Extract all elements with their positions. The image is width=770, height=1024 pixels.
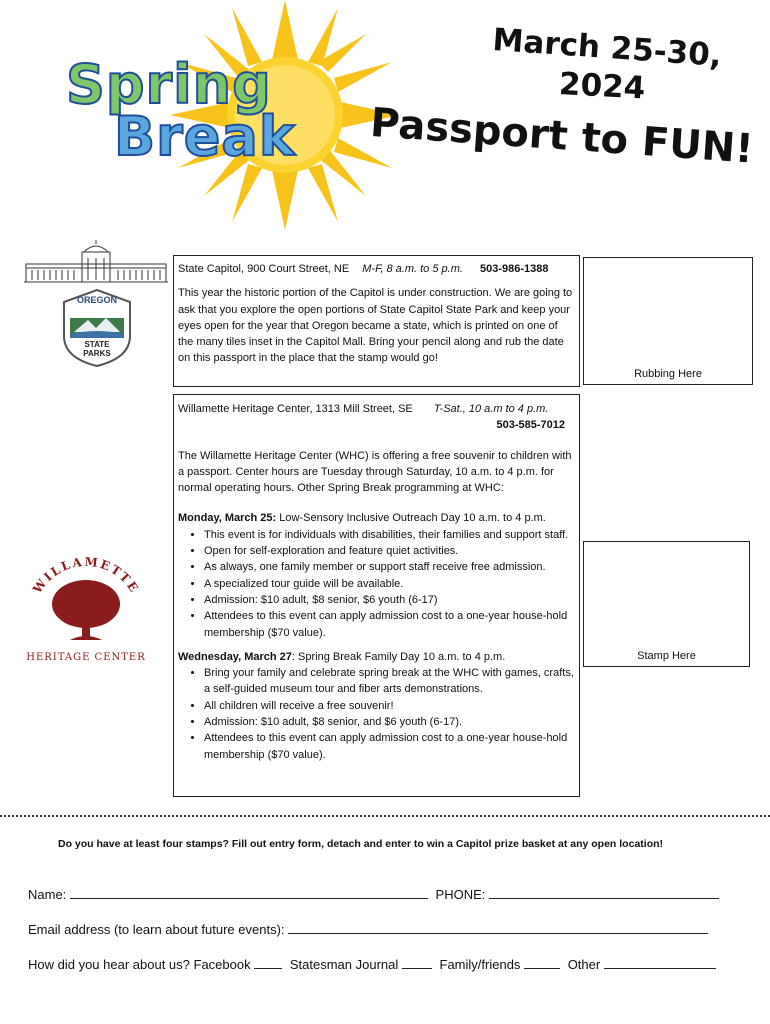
event-dates-line2: 2024 xyxy=(558,66,647,107)
other-field[interactable] xyxy=(604,956,716,969)
email-field[interactable] xyxy=(288,921,708,934)
parks-logo-bottom-text-2: PARKS xyxy=(83,349,111,358)
monday-title: Low-Sensory Inclusive Outreach Day 10 a.m. to 4 p.m. xyxy=(276,512,546,525)
passport-title: Passport to FUN! xyxy=(368,100,755,173)
oregon-state-parks-logo xyxy=(60,288,134,368)
referral-label: How did you hear about us? xyxy=(28,957,190,972)
wednesday-heading xyxy=(178,649,575,665)
spring-break-logo xyxy=(66,53,356,168)
list-item: • Attendees to this event can apply admission cost to a one-year house-hold membership ($70 value). xyxy=(204,730,575,763)
parks-logo-bottom-text-1: STATE xyxy=(84,340,110,349)
list-item: • All children will receive a free souvenir! xyxy=(204,698,575,714)
whc-intro: The Willamette Heritage Center (WHC) is offering a free souvenir to children with a passport. Center hours are Tuesday through Saturday, 10 a.m. to 4 p.m. for normal operating hours. Other Spring Break programming at WHC: xyxy=(178,449,572,495)
logo-word-spring: Spring xyxy=(66,53,272,116)
wednesday-date: Wednesday, March 27 xyxy=(178,650,292,663)
email-label: Email address (to learn about future events): xyxy=(28,922,285,937)
capitol-address: State Capitol, 900 Court Street, NE xyxy=(178,263,350,275)
option-statesman: Statesman Journal xyxy=(289,957,399,972)
capitol-header-line xyxy=(178,261,575,277)
event-dates-line1: March 25-30, xyxy=(491,22,723,74)
capitol-hours: M-F, 8 a.m. to 5 p.m. xyxy=(362,263,463,275)
list-item: • Attendees to this event can apply admission cost to a one-year house-hold membership ($70 value). xyxy=(204,608,575,641)
rubbing-box-label: Rubbing Here xyxy=(634,367,702,380)
name-phone-row xyxy=(28,886,719,902)
detach-line xyxy=(0,815,770,817)
wednesday-title: : Spring Break Family Day 10 a.m. to 4 p.m. xyxy=(291,650,506,663)
name-field[interactable] xyxy=(70,886,428,899)
list-item: • A specialized tour guide will be available. xyxy=(204,576,575,592)
stamp-box[interactable] xyxy=(583,541,750,667)
referral-row xyxy=(28,956,716,972)
rubbing-box[interactable] xyxy=(583,257,753,385)
list-item: • Admission: $10 adult, $8 senior, and $6 youth (6-17). xyxy=(204,714,575,730)
monday-heading xyxy=(178,510,575,526)
list-item: • Admission: $10 adult, $8 senior, $6 youth (6-17) xyxy=(204,592,575,608)
whc-hours: T-Sat., 10 a.m to 4 p.m. xyxy=(433,403,549,415)
logo-word-break: Break xyxy=(114,105,296,168)
parks-logo-top-text: OREGON xyxy=(76,295,117,305)
option-facebook: Facebook xyxy=(193,957,251,972)
statesman-checkline[interactable] xyxy=(402,956,432,969)
name-label: Name: xyxy=(28,887,67,902)
phone-field[interactable] xyxy=(489,886,719,899)
option-other: Other xyxy=(567,957,601,972)
whc-address: Willamette Heritage Center, 1313 Mill Street, SE xyxy=(178,403,413,415)
whc-logo-arc-text: WILLAMETTE xyxy=(30,554,142,596)
whc-header-line xyxy=(178,401,575,417)
facebook-checkline[interactable] xyxy=(254,956,282,969)
capitol-building-icon xyxy=(22,238,170,286)
list-item: • As always, one family member or support staff receive free admission. xyxy=(204,559,575,575)
list-item: • This event is for individuals with disabilities, their families and support staff. xyxy=(204,527,575,543)
email-row xyxy=(28,921,708,937)
whc-logo-bottom-text: HERITAGE CENTER xyxy=(26,652,146,663)
capitol-description: This year the historic portion of the Capitol is under construction. We are going to ask that you explore the open portions of State Capitol State Park and keep your eyes open for the year that Oregon became a state, which is printed on one of the many tiles inset in the Capitol Mall. Bring your pencil along and rub the date on this passport in the place that the stamp would go! xyxy=(178,287,573,365)
whc-phone: 503-585-7012 xyxy=(496,419,565,432)
willamette-heritage-logo xyxy=(20,548,152,668)
entry-prompt: Do you have at least four stamps? Fill out entry form, detach and enter to win a Capitol prize basket at any open location! xyxy=(58,838,664,850)
stamp-box-label: Stamp Here xyxy=(637,649,696,662)
option-family: Family/friends xyxy=(439,957,521,972)
wednesday-list xyxy=(178,665,575,763)
list-item: • Bring your family and celebrate spring break at the WHC with games, crafts, a self-guided museum tour and fiber arts demonstrations. xyxy=(204,665,575,698)
monday-date: Monday, March 25: xyxy=(178,512,277,525)
monday-list xyxy=(178,527,575,641)
phone-label: PHONE: xyxy=(435,887,486,902)
capitol-info-box xyxy=(173,255,580,387)
list-item: • Open for self-exploration and feature quiet activities. xyxy=(204,543,575,559)
whc-info-box xyxy=(173,394,580,797)
capitol-phone: 503-986-1388 xyxy=(480,263,549,275)
family-checkline[interactable] xyxy=(524,956,560,969)
